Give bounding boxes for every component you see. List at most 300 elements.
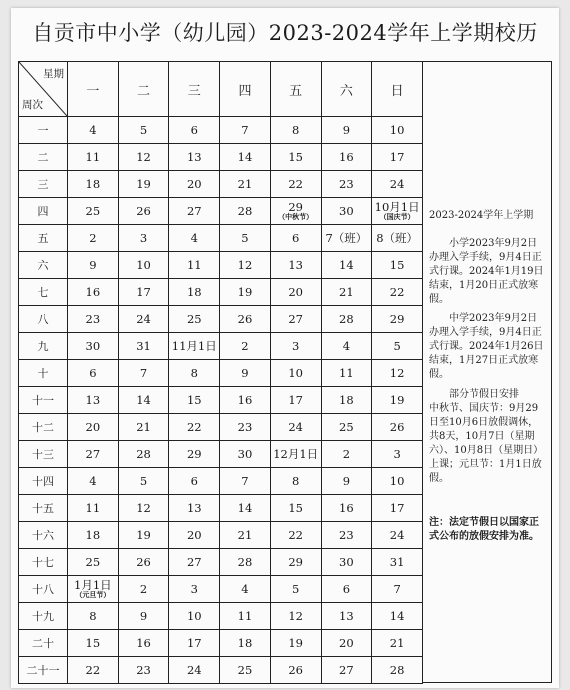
date-cell bbox=[118, 603, 169, 630]
date-cell bbox=[321, 441, 372, 468]
date-value: 26 bbox=[288, 663, 303, 677]
date-value: 26 bbox=[237, 312, 253, 326]
week-number: 十 bbox=[19, 360, 68, 387]
week-number: 十一 bbox=[19, 387, 68, 414]
weekday-header: 二 bbox=[118, 62, 169, 117]
week-row bbox=[19, 360, 423, 387]
date-value: 9 bbox=[342, 123, 351, 137]
week-number: 十七 bbox=[19, 549, 68, 576]
date-cell bbox=[270, 414, 321, 441]
date-cell bbox=[118, 468, 169, 495]
date-value: 24 bbox=[389, 177, 405, 191]
date-value: 17 bbox=[186, 636, 202, 650]
date-cell bbox=[169, 306, 220, 333]
week-row bbox=[19, 414, 423, 441]
calendar-sheet bbox=[11, 8, 559, 688]
date-value: 4 bbox=[190, 231, 198, 245]
date-cell bbox=[321, 657, 372, 684]
date-value: 29 bbox=[288, 555, 303, 569]
date-cell bbox=[118, 657, 169, 684]
date-cell bbox=[169, 387, 220, 414]
week-number: 二 bbox=[19, 144, 68, 171]
date-value: 16 bbox=[237, 393, 253, 407]
date-cell bbox=[321, 522, 372, 549]
date-cell bbox=[68, 576, 119, 603]
date-cell bbox=[270, 198, 321, 225]
date-cell bbox=[220, 279, 271, 306]
weekday-header: 三 bbox=[169, 62, 220, 117]
date-cell bbox=[321, 306, 372, 333]
week-number: 九 bbox=[19, 333, 68, 360]
date-value: 10 bbox=[389, 123, 405, 137]
date-cell bbox=[372, 657, 423, 684]
date-cell bbox=[321, 603, 372, 630]
date-value: 6 bbox=[292, 231, 300, 245]
date-value: 22 bbox=[288, 177, 303, 191]
date-value: 28 bbox=[237, 204, 253, 218]
date-value: 9 bbox=[139, 609, 148, 623]
date-value: 24 bbox=[136, 312, 151, 326]
date-cell bbox=[169, 252, 220, 279]
date-cell bbox=[169, 522, 220, 549]
week-row bbox=[19, 657, 423, 684]
date-value: 20 bbox=[288, 285, 303, 299]
date-value: 18 bbox=[85, 528, 101, 542]
date-value: 18 bbox=[186, 285, 202, 299]
date-value: 29 bbox=[288, 200, 303, 214]
week-number: 五 bbox=[19, 225, 68, 252]
weekday-header: 日 bbox=[372, 62, 423, 117]
date-cell bbox=[220, 198, 271, 225]
date-value: 21 bbox=[136, 420, 151, 434]
date-value: 21 bbox=[237, 528, 253, 542]
date-value: 19 bbox=[136, 528, 151, 542]
date-value: 29 bbox=[389, 312, 405, 326]
date-value: 9 bbox=[342, 474, 351, 488]
page-title: 自贡市中小学（幼儿园）2023-2024学年上学期校历 bbox=[32, 21, 538, 45]
date-cell bbox=[270, 657, 321, 684]
date-cell bbox=[321, 360, 372, 387]
date-cell bbox=[118, 252, 169, 279]
date-value: 19 bbox=[389, 393, 405, 407]
date-cell bbox=[321, 225, 372, 252]
date-value: 5 bbox=[241, 231, 249, 245]
week-row bbox=[19, 576, 423, 603]
week-row bbox=[19, 333, 423, 360]
date-cell bbox=[372, 225, 423, 252]
week-row bbox=[19, 441, 423, 468]
date-cell bbox=[169, 441, 220, 468]
date-cell bbox=[220, 225, 271, 252]
date-value: 11 bbox=[339, 366, 354, 380]
date-cell bbox=[68, 549, 119, 576]
date-cell bbox=[321, 549, 372, 576]
date-cell bbox=[118, 414, 169, 441]
date-cell bbox=[372, 360, 423, 387]
date-value: 22 bbox=[389, 285, 405, 299]
date-value: 14 bbox=[237, 501, 253, 515]
date-cell bbox=[169, 657, 220, 684]
date-value: 30 bbox=[339, 204, 354, 218]
date-cell bbox=[372, 171, 423, 198]
date-value: 5 bbox=[139, 123, 148, 137]
date-cell bbox=[321, 171, 372, 198]
holiday-note: （国庆节） bbox=[379, 212, 415, 221]
date-cell bbox=[321, 252, 372, 279]
date-cell bbox=[372, 198, 423, 225]
date-cell bbox=[118, 144, 169, 171]
date-value: 8 bbox=[292, 474, 300, 488]
date-cell bbox=[68, 495, 119, 522]
week-row bbox=[19, 252, 423, 279]
date-value: 8（班） bbox=[376, 231, 419, 245]
date-cell bbox=[169, 171, 220, 198]
date-cell bbox=[118, 387, 169, 414]
date-cell bbox=[270, 144, 321, 171]
date-cell bbox=[372, 279, 423, 306]
date-cell bbox=[270, 333, 321, 360]
date-value: 23 bbox=[339, 177, 354, 191]
date-cell bbox=[118, 279, 169, 306]
date-value: 22 bbox=[288, 528, 303, 542]
date-cell bbox=[372, 468, 423, 495]
date-value: 17 bbox=[136, 285, 151, 299]
notes-primary-school: 小学2023年9月2日办理入学手续，9月4日正式行课。2024年1月19日结束，1月20日正式放寒假。 bbox=[429, 238, 544, 305]
date-value: 22 bbox=[186, 420, 202, 434]
date-value: 13 bbox=[186, 501, 202, 515]
date-cell bbox=[68, 414, 119, 441]
date-value: 19 bbox=[288, 636, 303, 650]
date-cell bbox=[220, 603, 271, 630]
week-row bbox=[19, 468, 423, 495]
date-value: 16 bbox=[339, 150, 354, 164]
date-value: 7 bbox=[241, 123, 249, 137]
date-cell bbox=[169, 279, 220, 306]
date-value: 21 bbox=[389, 636, 405, 650]
week-row bbox=[19, 225, 423, 252]
date-value: 2 bbox=[241, 339, 249, 353]
date-cell bbox=[270, 360, 321, 387]
date-value: 27 bbox=[186, 555, 202, 569]
date-cell bbox=[220, 576, 271, 603]
week-row bbox=[19, 603, 423, 630]
date-cell bbox=[68, 117, 119, 144]
date-cell bbox=[118, 306, 169, 333]
week-row bbox=[19, 171, 423, 198]
week-number: 一 bbox=[19, 117, 68, 144]
week-number: 十三 bbox=[19, 441, 68, 468]
date-value: 11 bbox=[237, 609, 253, 623]
date-cell bbox=[68, 225, 119, 252]
date-cell bbox=[118, 522, 169, 549]
date-cell bbox=[220, 387, 271, 414]
date-value: 11 bbox=[186, 258, 202, 272]
date-value: 12 bbox=[389, 366, 405, 380]
date-value: 31 bbox=[136, 339, 151, 353]
date-value: 2 bbox=[89, 231, 97, 245]
date-cell bbox=[372, 333, 423, 360]
date-value: 14 bbox=[339, 258, 354, 272]
week-row bbox=[19, 549, 423, 576]
date-value: 6 bbox=[190, 474, 198, 488]
week-number: 二十 bbox=[19, 630, 68, 657]
date-value: 2 bbox=[342, 447, 351, 461]
date-value: 7 bbox=[241, 474, 249, 488]
weekday-header: 五 bbox=[270, 62, 321, 117]
date-value: 19 bbox=[136, 177, 151, 191]
date-cell bbox=[372, 414, 423, 441]
date-value: 20 bbox=[339, 636, 354, 650]
date-cell bbox=[118, 360, 169, 387]
date-cell bbox=[118, 630, 169, 657]
date-value: 15 bbox=[288, 501, 303, 515]
date-value: 19 bbox=[237, 285, 253, 299]
notes-holiday-schedule: 中秋节、国庆节：9月29日至10月6日放假调休，共8天，10月7日（星期六）、10月8日（星期日）上课；元旦节：1月1日放假。 bbox=[429, 403, 544, 484]
date-value: 30 bbox=[339, 555, 354, 569]
date-value: 12月1日 bbox=[273, 447, 319, 461]
date-value: 30 bbox=[85, 339, 101, 353]
date-cell bbox=[321, 333, 372, 360]
week-row bbox=[19, 144, 423, 171]
date-cell bbox=[372, 630, 423, 657]
date-value: 26 bbox=[136, 204, 151, 218]
date-value: 22 bbox=[85, 663, 101, 677]
date-value: 14 bbox=[237, 150, 253, 164]
date-cell bbox=[270, 603, 321, 630]
date-value: 14 bbox=[389, 609, 405, 623]
date-cell bbox=[321, 576, 372, 603]
date-cell bbox=[169, 576, 220, 603]
semester-notes bbox=[423, 61, 552, 683]
date-cell bbox=[321, 630, 372, 657]
date-value: 18 bbox=[339, 393, 354, 407]
date-value: 6 bbox=[89, 366, 97, 380]
notes-middle-school: 中学2023年9月2日办理入学手续，9月4日正式行课。2024年1月26日结束，1月27日正式放寒假。 bbox=[429, 313, 544, 380]
date-cell bbox=[220, 171, 271, 198]
date-value: 24 bbox=[389, 528, 405, 542]
weekday-header: 一 bbox=[68, 62, 119, 117]
date-cell bbox=[372, 549, 423, 576]
date-cell bbox=[220, 522, 271, 549]
date-cell bbox=[118, 198, 169, 225]
date-cell bbox=[169, 225, 220, 252]
date-value: 15 bbox=[85, 636, 101, 650]
calendar-table bbox=[18, 61, 423, 684]
date-value: 7（班） bbox=[325, 231, 368, 245]
date-value: 31 bbox=[389, 555, 405, 569]
date-cell bbox=[169, 549, 220, 576]
date-cell bbox=[68, 657, 119, 684]
date-cell bbox=[270, 306, 321, 333]
date-cell bbox=[220, 414, 271, 441]
date-cell bbox=[220, 630, 271, 657]
date-value: 12 bbox=[136, 501, 151, 515]
date-cell bbox=[220, 657, 271, 684]
date-value: 23 bbox=[136, 663, 151, 677]
week-number: 十四 bbox=[19, 468, 68, 495]
date-cell bbox=[270, 495, 321, 522]
date-cell bbox=[270, 441, 321, 468]
date-cell bbox=[68, 522, 119, 549]
date-cell bbox=[321, 387, 372, 414]
date-value: 20 bbox=[85, 420, 101, 434]
week-number: 十六 bbox=[19, 522, 68, 549]
date-cell bbox=[118, 495, 169, 522]
date-cell bbox=[220, 306, 271, 333]
date-cell bbox=[169, 117, 220, 144]
date-value: 9 bbox=[241, 366, 249, 380]
date-cell bbox=[220, 495, 271, 522]
date-value: 15 bbox=[389, 258, 405, 272]
date-value: 23 bbox=[85, 312, 101, 326]
date-value: 8 bbox=[292, 123, 300, 137]
date-cell bbox=[220, 117, 271, 144]
date-value: 30 bbox=[237, 447, 253, 461]
date-value: 16 bbox=[136, 636, 151, 650]
date-value: 10 bbox=[186, 609, 202, 623]
date-cell bbox=[321, 468, 372, 495]
date-value: 2 bbox=[139, 582, 148, 596]
date-cell bbox=[68, 198, 119, 225]
date-value: 25 bbox=[85, 204, 101, 218]
date-value: 4 bbox=[241, 582, 249, 596]
date-value: 5 bbox=[139, 474, 148, 488]
date-value: 13 bbox=[85, 393, 101, 407]
date-value: 5 bbox=[292, 582, 300, 596]
date-cell bbox=[118, 549, 169, 576]
week-number: 八 bbox=[19, 306, 68, 333]
date-value: 13 bbox=[288, 258, 303, 272]
date-value: 23 bbox=[237, 420, 253, 434]
date-cell bbox=[169, 603, 220, 630]
date-value: 21 bbox=[237, 177, 253, 191]
date-value: 13 bbox=[339, 609, 354, 623]
date-value: 10月1日 bbox=[374, 200, 420, 214]
date-cell bbox=[372, 117, 423, 144]
date-cell bbox=[372, 144, 423, 171]
date-value: 27 bbox=[288, 312, 303, 326]
date-value: 15 bbox=[288, 150, 303, 164]
weekday-header: 四 bbox=[220, 62, 271, 117]
date-cell bbox=[321, 198, 372, 225]
date-cell bbox=[220, 468, 271, 495]
date-cell bbox=[68, 306, 119, 333]
date-value: 3 bbox=[292, 339, 300, 353]
date-value: 28 bbox=[237, 555, 253, 569]
week-number: 二十一 bbox=[19, 657, 68, 684]
date-cell bbox=[118, 441, 169, 468]
week-number: 十九 bbox=[19, 603, 68, 630]
date-value: 24 bbox=[186, 663, 202, 677]
notes-holiday-title: 部分节假日安排 bbox=[449, 389, 519, 400]
date-cell bbox=[68, 630, 119, 657]
date-value: 3 bbox=[139, 231, 148, 245]
date-cell bbox=[372, 306, 423, 333]
week-row bbox=[19, 198, 423, 225]
date-cell bbox=[372, 441, 423, 468]
date-cell bbox=[68, 279, 119, 306]
date-cell bbox=[321, 414, 372, 441]
date-value: 11 bbox=[85, 501, 101, 515]
date-cell bbox=[372, 387, 423, 414]
date-cell bbox=[169, 414, 220, 441]
date-value: 7 bbox=[393, 582, 401, 596]
date-value: 16 bbox=[339, 501, 354, 515]
date-cell bbox=[270, 252, 321, 279]
date-cell bbox=[220, 360, 271, 387]
date-cell bbox=[118, 333, 169, 360]
date-cell bbox=[169, 333, 220, 360]
date-value: 12 bbox=[288, 609, 303, 623]
date-cell bbox=[372, 252, 423, 279]
date-cell bbox=[270, 522, 321, 549]
date-value: 25 bbox=[186, 312, 202, 326]
date-cell bbox=[68, 333, 119, 360]
date-cell bbox=[372, 495, 423, 522]
date-value: 11 bbox=[85, 150, 101, 164]
date-value: 20 bbox=[186, 177, 202, 191]
date-value: 12 bbox=[237, 258, 253, 272]
date-value: 15 bbox=[186, 393, 202, 407]
week-number: 三 bbox=[19, 171, 68, 198]
date-cell bbox=[372, 603, 423, 630]
date-cell bbox=[68, 171, 119, 198]
date-cell bbox=[169, 360, 220, 387]
date-value: 4 bbox=[89, 474, 97, 488]
date-value: 3 bbox=[190, 582, 198, 596]
week-row bbox=[19, 387, 423, 414]
date-cell bbox=[68, 387, 119, 414]
date-cell bbox=[220, 252, 271, 279]
date-value: 20 bbox=[186, 528, 202, 542]
date-value: 27 bbox=[339, 663, 354, 677]
week-number: 四 bbox=[19, 198, 68, 225]
date-value: 10 bbox=[288, 366, 303, 380]
date-value: 17 bbox=[389, 501, 405, 515]
date-cell bbox=[270, 225, 321, 252]
date-cell bbox=[118, 171, 169, 198]
corner-label-weekday: 星期 bbox=[43, 68, 64, 80]
date-value: 21 bbox=[339, 285, 354, 299]
week-row bbox=[19, 630, 423, 657]
date-value: 8 bbox=[190, 366, 198, 380]
date-cell bbox=[321, 279, 372, 306]
date-value: 14 bbox=[136, 393, 151, 407]
date-value: 13 bbox=[186, 150, 202, 164]
date-cell bbox=[270, 576, 321, 603]
corner-label-week: 周次 bbox=[22, 99, 43, 111]
date-value: 10 bbox=[136, 258, 151, 272]
date-cell bbox=[68, 144, 119, 171]
week-row bbox=[19, 306, 423, 333]
date-cell bbox=[68, 441, 119, 468]
date-cell bbox=[68, 252, 119, 279]
date-value: 18 bbox=[237, 636, 253, 650]
date-value: 6 bbox=[190, 123, 198, 137]
date-value: 17 bbox=[288, 393, 303, 407]
date-value: 8 bbox=[89, 609, 97, 623]
week-number: 七 bbox=[19, 279, 68, 306]
date-value: 26 bbox=[136, 555, 151, 569]
date-value: 16 bbox=[85, 285, 101, 299]
date-cell bbox=[220, 549, 271, 576]
date-cell bbox=[169, 468, 220, 495]
date-cell bbox=[68, 603, 119, 630]
date-cell bbox=[270, 279, 321, 306]
date-value: 25 bbox=[237, 663, 253, 677]
week-number: 十八 bbox=[19, 576, 68, 603]
header-row bbox=[19, 62, 423, 117]
